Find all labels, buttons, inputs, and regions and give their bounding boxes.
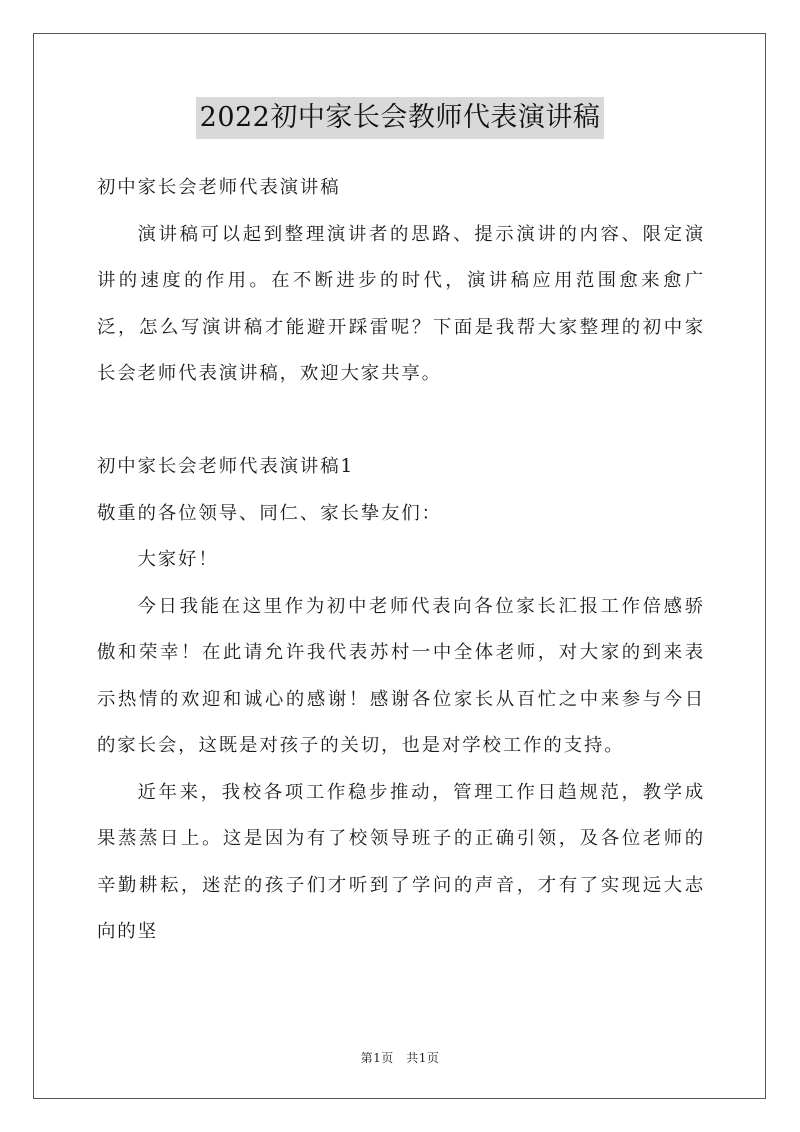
intro-paragraph: 演讲稿可以起到整理演讲者的思路、提示演讲的内容、限定演讲的速度的作用。在不断进步的时代，演讲稿应用范围愈来愈广泛，怎么写演讲稿才能避开踩雷呢？下面是我帮大家整理的初中家长会老师代表演讲稿，欢迎大家共享。: [97, 223, 705, 384]
blank-line: [97, 398, 705, 445]
body-paragraph: 近年来，我校各项工作稳步推动，管理工作日趋规范，教学成果蒸蒸日上。这是因为有了校领导班子的正确引领，及各位老师的辛勤耕耘，迷茫的孩子们才听到了学问的声音，才有了实现远大志向的坚: [97, 781, 705, 942]
page-number-footer: 第1页 共1页: [360, 1051, 440, 1065]
document-title: 2022初中家长会教师代表演讲稿: [196, 97, 605, 139]
title-container: [0, 97, 800, 139]
subtitle-paragraph: 初中家长会老师代表演讲稿: [97, 177, 341, 198]
section-heading: 初中家长会老师代表演讲稿1: [97, 456, 355, 477]
greeting-paragraph: 大家好！: [137, 549, 219, 570]
salutation-paragraph: 敬重的各位领导、同仁、家长挚友们：: [97, 502, 442, 524]
body-paragraph: 今日我能在这里作为初中老师代表向各位家长汇报工作倍感骄傲和荣幸！在此请允许我代表苏村一中全体老师，对大家的到来表示热情的欢迎和诚心的感谢！感谢各位家长从百忙之中来参与今日的家长会，这既是对孩子的关切，也是对学校工作的支持。: [97, 595, 705, 756]
document-body: [97, 165, 705, 956]
